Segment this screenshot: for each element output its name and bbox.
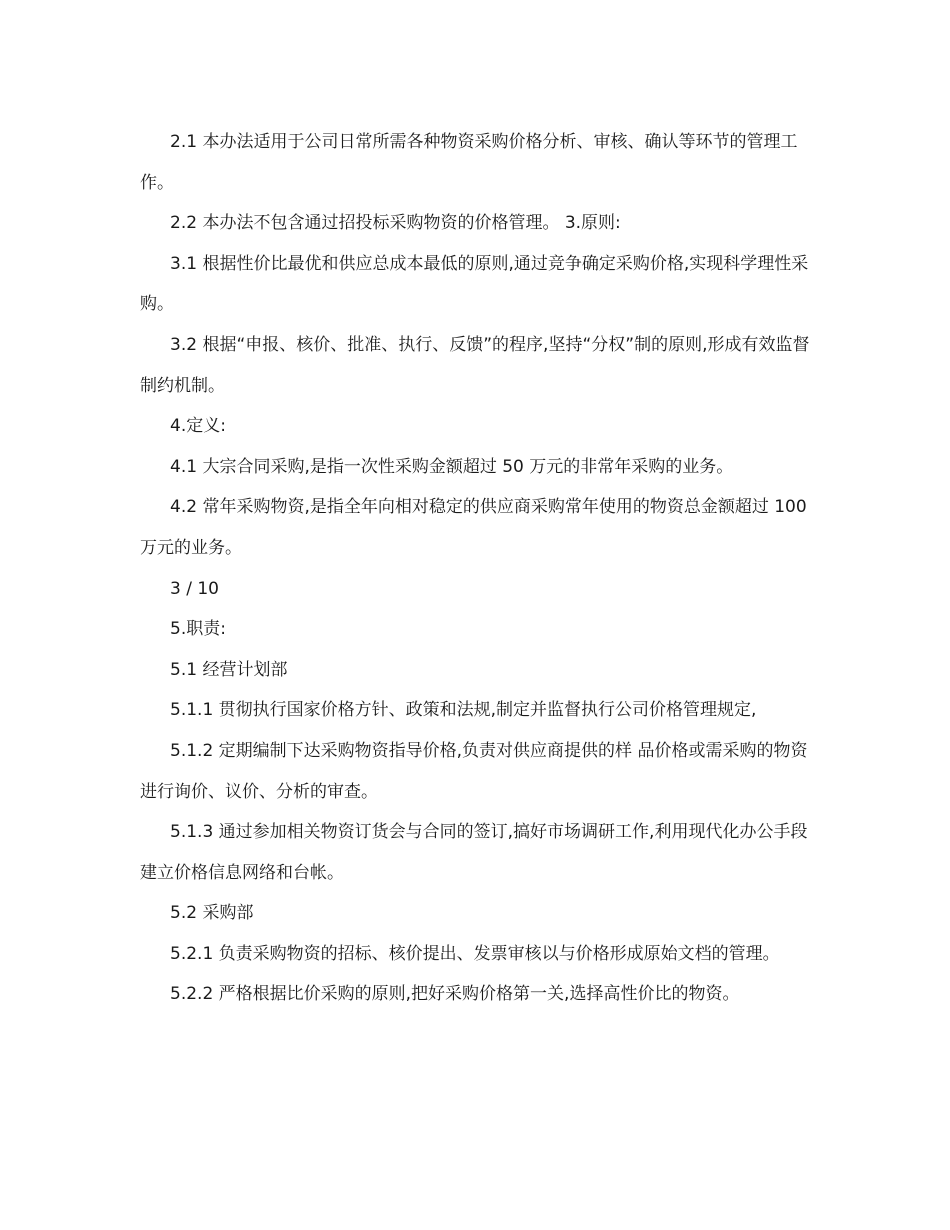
subheading-5-1: 5.1 经营计划部 bbox=[170, 659, 288, 680]
paragraph-2-1: 2.1 本办法适用于公司日常所需各种物资采购价格分析、审核、确认等环节的管理工作。 bbox=[140, 132, 798, 193]
subheading-5-2: 5.2 采购部 bbox=[170, 903, 254, 924]
section-heading-definitions: 4.定义: bbox=[170, 416, 226, 437]
paragraph-5-1-3: 5.1.3 通过参加相关物资订货会与合同的签订,搞好市场调研工作,利用现代化办公手段建立价格信息网络和台帐。 bbox=[140, 822, 808, 883]
page-number: 3 / 10 bbox=[170, 578, 219, 599]
paragraph-5-1-2: 5.1.2 定期编制下达采购物资指导价格,负责对供应商提供的样 品价格或需采购的物资进行询价、议价、分析的审查。 bbox=[140, 740, 808, 802]
paragraph-3-1: 3.1 根据性价比最优和供应总成本最低的原则,通过竞争确定采购价格,实现科学理性采购。 bbox=[140, 253, 809, 315]
paragraph-4-1: 4.1 大宗合同采购,是指一次性采购金额超过 50 万元的非常年采购的业务。 bbox=[170, 456, 734, 477]
paragraph-2-2: 2.2 本办法不包含通过招投标采购物资的价格管理。 3.原则: bbox=[170, 213, 621, 234]
paragraph-3-2: 3.2 根据“申报、核价、批准、执行、反馈”的程序,坚持“分权”制的原则,形成有效监督制约机制。 bbox=[140, 334, 810, 396]
section-heading-duties: 5.职责: bbox=[170, 619, 226, 640]
paragraph-5-1-1: 5.1.1 贯彻执行国家价格方针、政策和法规,制定并监督执行公司价格管理规定, bbox=[170, 700, 757, 721]
paragraph-4-2: 4.2 常年采购物资,是指全年向相对稳定的供应商采购常年使用的物资总金额超过 100 万元的业务。 bbox=[140, 497, 807, 558]
paragraph-5-2-2: 5.2.2 严格根据比价采购的原则,把好采购价格第一关,选择高性价比的物资。 bbox=[170, 984, 740, 1005]
paragraph-5-2-1: 5.2.1 负责采购物资的招标、核价提出、发票审核以与价格形成原始文档的管理。 bbox=[170, 943, 780, 964]
document-body bbox=[140, 122, 815, 1015]
